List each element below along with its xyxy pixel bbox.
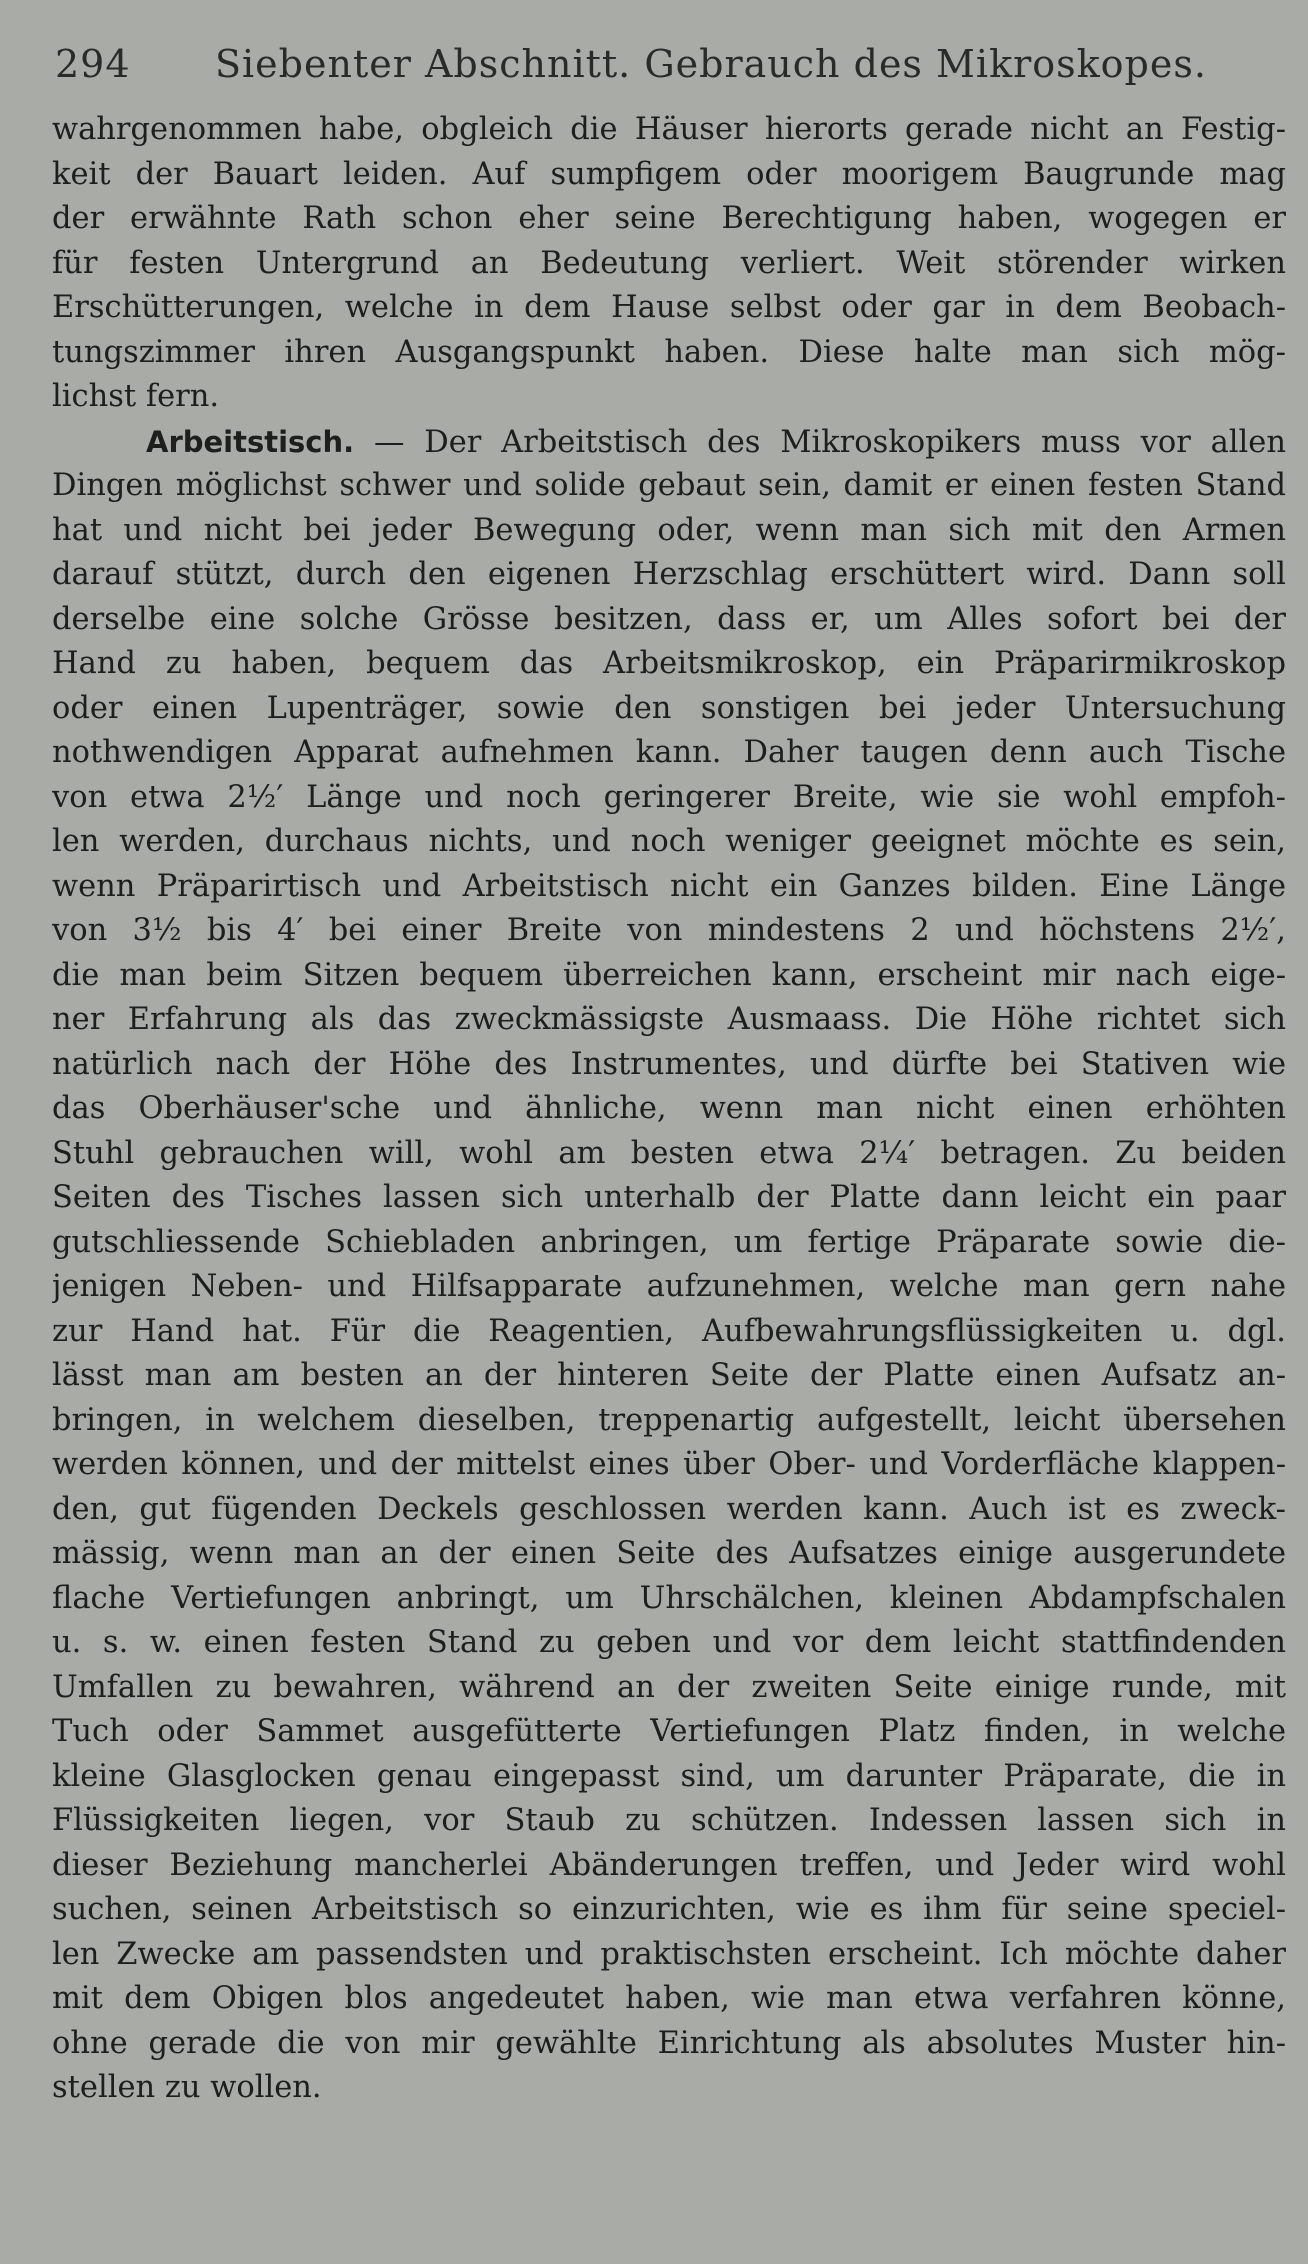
text-line: mit dem Obigen blos angedeutet haben, wie man etwa verfahren könne, xyxy=(52,1981,1286,2016)
text-line: von etwa 2½′ Länge und noch geringerer Breite, wie sie wohl empfoh- xyxy=(52,779,1286,815)
text-line: lässt man am besten an der hinteren Seite der Platte einen Aufsatz an- xyxy=(52,1358,1286,1393)
text-line: nothwendigen Apparat aufnehmen kann. Daher taugen denn auch Tische xyxy=(52,735,1286,770)
text-line: Stuhl gebrauchen will, wohl am besten etwa 2¼′ betragen. Zu beiden xyxy=(52,1135,1286,1171)
page-body xyxy=(52,108,1286,2111)
text-line: derselbe eine solche Grösse besitzen, dass er, um Alles sofort bei der xyxy=(52,601,1286,637)
text-line: Seiten des Tisches lassen sich unterhalb der Platte dann leicht ein paar xyxy=(52,1180,1286,1215)
text-line: bringen, in welchem dieselben, treppenartig aufgestellt, leicht übersehen xyxy=(52,1402,1286,1438)
text-line: für festen Untergrund an Bedeutung verliert. Weit störender wirken xyxy=(52,245,1286,281)
page-number: 294 xyxy=(55,42,131,86)
text-line: darauf stützt, durch den eigenen Herzschlag erschüttert wird. Dann soll xyxy=(52,557,1286,592)
text-line: Flüssigkeiten liegen, vor Staub zu schützen. Indessen lassen sich in xyxy=(52,1803,1286,1838)
text-line: wahrgenommen habe, obgleich die Häuser hierorts gerade nicht an Festig- xyxy=(52,112,1286,147)
text-line: gutschliessende Schiebladen anbringen, um fertige Präparate sowie die- xyxy=(52,1224,1286,1260)
text-line: den, gut fügenden Deckels geschlossen werden kann. Auch ist es zweck- xyxy=(52,1491,1286,1527)
text-line: Umfallen zu bewahren, während an der zweiten Seite einige runde, mit xyxy=(52,1669,1286,1705)
text-line: dieser Beziehung mancherlei Abänderungen treffen, und Jeder wird wohl xyxy=(52,1847,1286,1883)
paragraph-vibration xyxy=(52,108,1286,420)
text-line: len Zwecke am passendsten und praktischsten erscheint. Ich möchte daher xyxy=(52,1936,1286,1972)
text-line: keit der Bauart leiden. Auf sumpfigem oder moorigem Baugrunde mag xyxy=(52,156,1286,192)
text-line: jenigen Neben- und Hilfsapparate aufzunehmen, welche man gern nahe xyxy=(52,1269,1286,1304)
text-line: Dingen möglichst schwer und solide gebaut sein, damit er einen festen Stand xyxy=(52,468,1286,503)
text-line: werden können, und der mittelst eines über Ober- und Vorderfläche klappen- xyxy=(52,1447,1286,1482)
paragraph-arbeitstisch xyxy=(52,420,1286,2111)
text-line: der erwähnte Rath schon eher seine Berechtigung haben, wogegen er xyxy=(52,201,1286,236)
text-line: tungszimmer ihren Ausgangspunkt haben. Diese halte man sich mög- xyxy=(52,334,1286,370)
text-line: von 3½ bis 4′ bei einer Breite von mindestens 2 und höchstens 2½′, xyxy=(52,913,1286,948)
text-line: die man beim Sitzen bequem überreichen kann, erscheint mir nach eige- xyxy=(52,957,1286,993)
text-line: das Oberhäuser'sche und ähnliche, wenn man nicht einen erhöhten xyxy=(52,1091,1286,1126)
text-line: stellen zu wollen. xyxy=(52,2070,322,2105)
text-line: zur Hand hat. Für die Reagentien, Aufbewahrungsflüssigkeiten u. dgl. xyxy=(52,1313,1286,1349)
text-line: u. s. w. einen festen Stand zu geben und vor dem leicht stattfindenden xyxy=(52,1625,1286,1660)
page-header xyxy=(55,42,1295,100)
text-line: ner Erfahrung als das zweckmässigste Ausmaass. Die Höhe richtet sich xyxy=(52,1002,1286,1037)
heading-line-text: — Der Arbeitstisch des Mikroskopikers muss vor allen xyxy=(373,424,1286,460)
text-line: hat und nicht bei jeder Bewegung oder, wenn man sich mit den Armen xyxy=(52,512,1286,548)
text-line: Tuch oder Sammet ausgefütterte Vertiefungen Platz finden, in welche xyxy=(52,1714,1286,1749)
text-line: Erschütterungen, welche in dem Hause selbst oder gar in dem Beobach- xyxy=(52,290,1286,325)
text-line: oder einen Lupenträger, sowie den sonstigen bei jeder Untersuchung xyxy=(52,690,1286,726)
text-line: suchen, seinen Arbeitstisch so einzurichten, wie es ihm für seine speciel- xyxy=(52,1892,1286,1927)
running-title: Siebenter Abschnitt. Gebrauch des Mikroskopes. xyxy=(215,42,1207,86)
text-line: flache Vertiefungen anbringt, um Uhrschälchen, kleinen Abdampfschalen xyxy=(52,1580,1286,1616)
text-line xyxy=(52,420,1286,465)
text-line: natürlich nach der Höhe des Instrumentes, und dürfte bei Stativen wie xyxy=(52,1046,1286,1082)
text-line: mässig, wenn man an der einen Seite des Aufsatzes einige ausgerundete xyxy=(52,1536,1286,1571)
section-heading: Arbeitstisch. xyxy=(146,424,355,459)
text-line: wenn Präparirtisch und Arbeitstisch nicht ein Ganzes bilden. Eine Länge xyxy=(52,868,1286,904)
text-line: lichst fern. xyxy=(52,379,220,414)
text-line: kleine Glasglocken genau eingepasst sind, um darunter Präparate, die in xyxy=(52,1758,1286,1794)
text-line: Hand zu haben, bequem das Arbeitsmikroskop, ein Präparirmikroskop xyxy=(52,646,1286,681)
text-line: len werden, durchaus nichts, und noch weniger geeignet möchte es sein, xyxy=(52,824,1286,859)
text-line: ohne gerade die von mir gewählte Einrichtung als absolutes Muster hin- xyxy=(52,2025,1286,2061)
